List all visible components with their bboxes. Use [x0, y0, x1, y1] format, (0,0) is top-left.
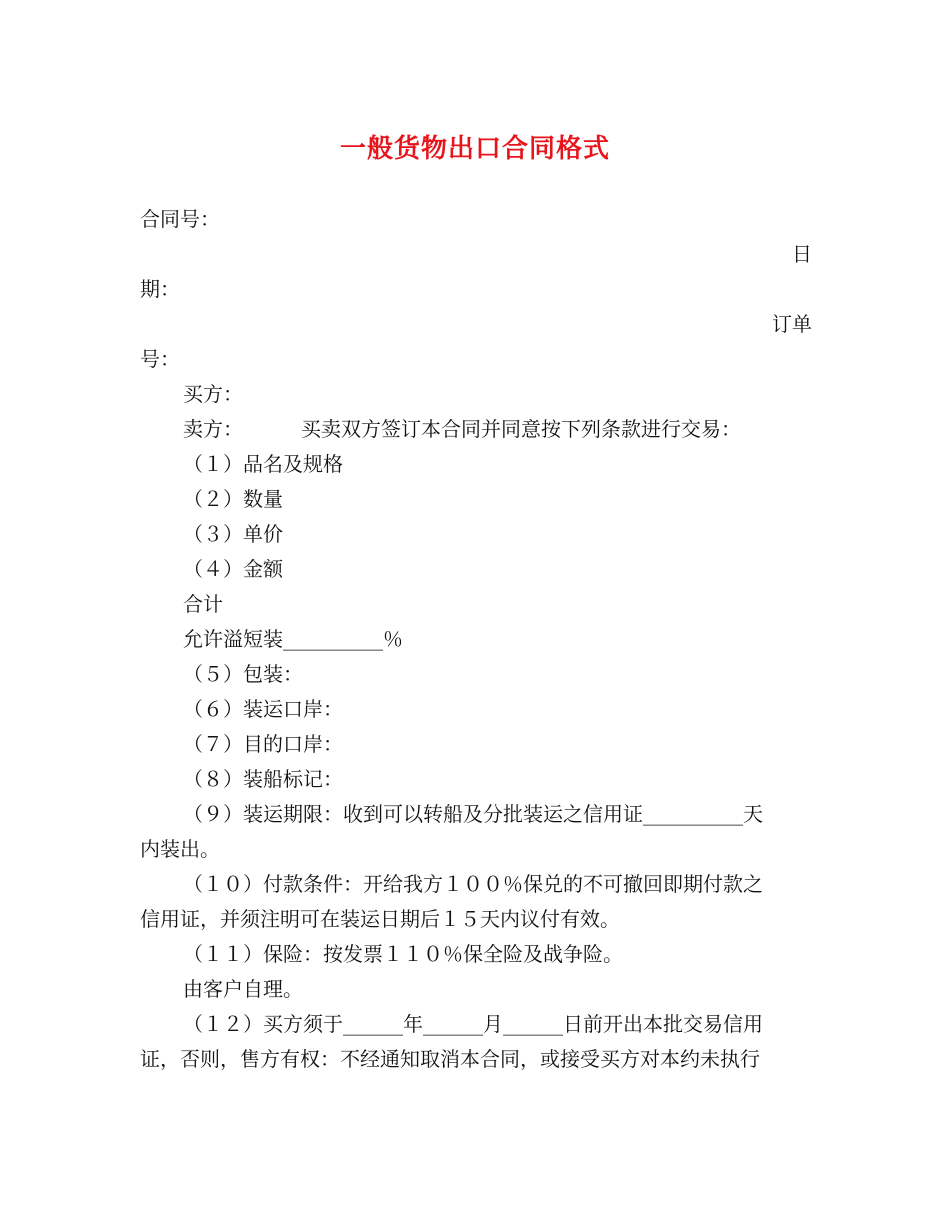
clause-12: （１２）买方须于______年______月______日前开出本批交易信用	[183, 1012, 763, 1036]
clause-3: （３）单价	[183, 522, 283, 546]
clause-11: （１１）保险：按发票１１０％保全险及战争险。	[183, 942, 623, 966]
document-title: 一般货物出口合同格式	[339, 134, 610, 164]
buyer-line: 买方：	[183, 382, 243, 406]
date-label-part1: 日	[792, 242, 812, 266]
clause-1: （１）品名及规格	[183, 452, 343, 476]
order-number-part2: 号：	[140, 347, 180, 371]
total-line: 合计	[183, 592, 223, 616]
document-body	[140, 202, 812, 1077]
seller-line	[140, 412, 812, 447]
clause-10-cont: 信用证，并须注明可在装运日期后１５天内议付有效。	[140, 907, 620, 931]
clause-11-cont: 由客户自理。	[183, 977, 303, 1001]
clause-5: （５）包装：	[183, 662, 303, 686]
clause-9: （９）装运期限：收到可以转船及分批装运之信用证__________天	[183, 802, 763, 826]
date-label-part2: 期：	[140, 277, 180, 301]
clause-9-cont: 内装出。	[140, 837, 220, 861]
clause-4: （４）金额	[183, 557, 283, 581]
clause-8: （８）装船标记：	[183, 767, 343, 791]
clause-2: （２）数量	[183, 487, 283, 511]
agreement-statement: 买卖双方签订本合同并同意按下列条款进行交易：	[301, 417, 741, 441]
clause-10: （１０）付款条件：开给我方１００％保兑的不可撤回即期付款之	[183, 872, 763, 896]
clause-7: （７）目的口岸：	[183, 732, 343, 756]
tolerance-line: 允许溢短装__________％	[183, 627, 403, 651]
clause-12-cont: 证，否则，售方有权：不经通知取消本合同，或接受买方对本约未执行	[140, 1047, 760, 1071]
contract-number-line: 合同号：	[140, 207, 220, 231]
clause-6: （６）装运口岸：	[183, 697, 343, 721]
order-number-part1: 订单	[772, 312, 812, 336]
seller-label: 卖方：	[183, 417, 243, 441]
